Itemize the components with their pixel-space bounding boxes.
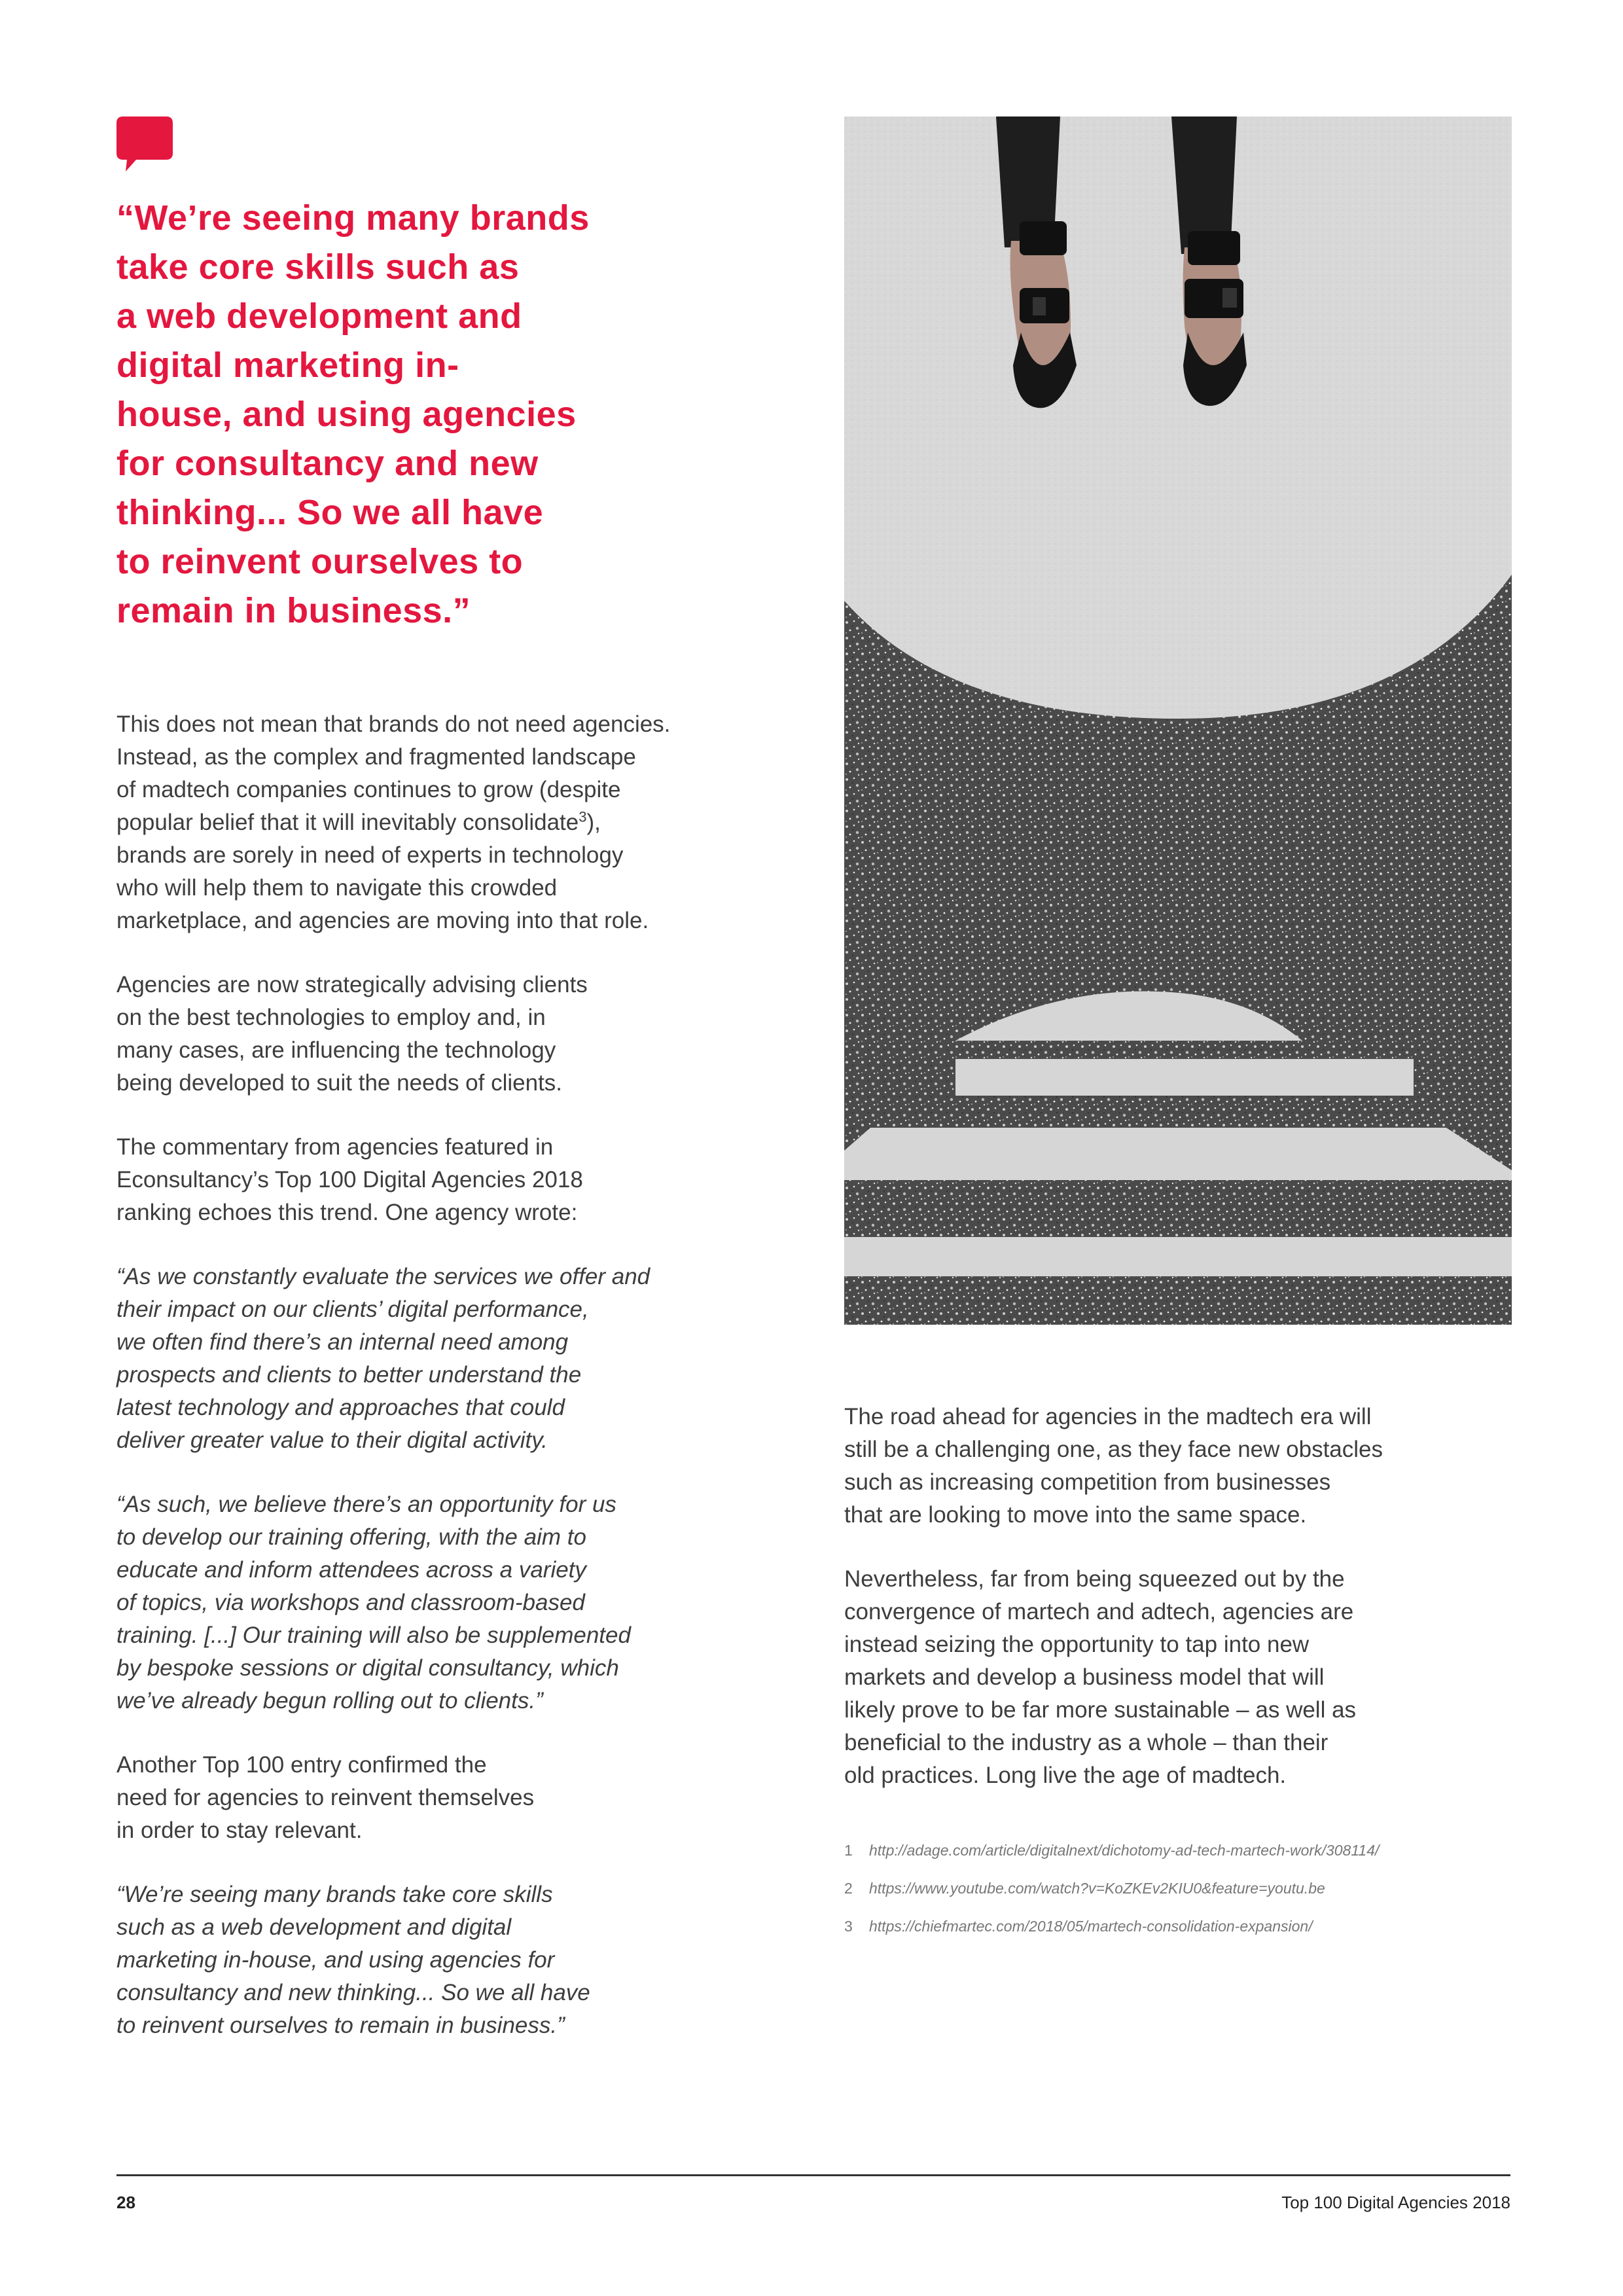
footnote bbox=[844, 1916, 1512, 1936]
photo-illustration bbox=[844, 117, 1512, 1325]
text-line: Agencies are now strategically advising clients bbox=[116, 972, 588, 997]
agency-quote bbox=[116, 1878, 810, 2042]
text-line: Nevertheless, far from being squeezed out by the bbox=[844, 1566, 1345, 1592]
pull-quote bbox=[116, 194, 705, 636]
body-paragraph bbox=[844, 1563, 1512, 1792]
pull-quote-line: “We’re seeing many brands bbox=[116, 198, 590, 238]
text-line: in order to stay relevant. bbox=[116, 1818, 363, 1843]
left-column bbox=[116, 708, 810, 2073]
text-line: consultancy and new thinking... So we all have bbox=[116, 1980, 590, 2005]
text-line: to develop our training offering, with the aim to bbox=[116, 1524, 586, 1550]
text-line: that are looking to move into the same space. bbox=[844, 1502, 1307, 1528]
text-line bbox=[116, 806, 810, 839]
footnotes bbox=[844, 1840, 1512, 1954]
text-line: still be a challenging one, as they face new obstacles bbox=[844, 1437, 1383, 1462]
text-line: by bespoke sessions or digital consultancy, which bbox=[116, 1655, 619, 1681]
painted-stripe bbox=[844, 1128, 1512, 1180]
body-paragraph bbox=[844, 1401, 1512, 1532]
text-line: markets and develop a business model that will bbox=[844, 1664, 1325, 1690]
text-line: ranking echoes this trend. One agency wrote: bbox=[116, 1200, 578, 1225]
text-line: their impact on our clients’ digital performance, bbox=[116, 1297, 589, 1322]
text-line: we often find there’s an internal need among bbox=[116, 1329, 569, 1355]
text-line: beneficial to the industry as a whole – than their bbox=[844, 1730, 1329, 1755]
text-line: deliver greater value to their digital activity. bbox=[116, 1427, 548, 1453]
right-column bbox=[844, 1401, 1512, 1823]
pull-quote-line: a web development and bbox=[116, 296, 522, 336]
text-line: likely prove to be far more sustainable – as well as bbox=[844, 1697, 1357, 1723]
footnote-link[interactable]: https://www.youtube.com/watch?v=KoZKEv2KIU0&feature=youtu.be bbox=[869, 1880, 1325, 1897]
text-line: such as a web development and digital bbox=[116, 1914, 512, 1940]
text-line: This does not mean that brands do not need agencies. bbox=[116, 711, 671, 737]
text-line: of madtech companies continues to grow (despite bbox=[116, 777, 621, 802]
text-line: Another Top 100 entry confirmed the bbox=[116, 1752, 487, 1778]
text-line: marketplace, and agencies are moving into that role. bbox=[116, 908, 649, 933]
text-line: such as increasing competition from businesses bbox=[844, 1469, 1331, 1495]
text-line: Econsultancy’s Top 100 Digital Agencies 2018 bbox=[116, 1167, 583, 1193]
painted-stripe bbox=[955, 1059, 1414, 1096]
text-line: “We’re seeing many brands take core skills bbox=[116, 1882, 553, 1907]
footnote-number: 3 bbox=[844, 1918, 853, 1935]
pull-quote-line: for consultancy and new bbox=[116, 444, 539, 483]
body-paragraph bbox=[116, 1131, 810, 1229]
body-paragraph bbox=[116, 1749, 810, 1847]
pull-quote-line: remain in business.” bbox=[116, 591, 471, 630]
speech-bubble-icon bbox=[116, 117, 173, 173]
publication-title: Top 100 Digital Agencies 2018 bbox=[1281, 2193, 1510, 2212]
text-line: training. [...] Our training will also be supplemented bbox=[116, 1623, 631, 1648]
text-fragment: ), bbox=[586, 810, 601, 835]
text-fragment: popular belief that it will inevitably consolidate bbox=[116, 810, 579, 835]
pull-quote-line: thinking... So we all have bbox=[116, 493, 544, 532]
buckle-icon bbox=[1222, 288, 1237, 308]
pull-quote-line: digital marketing in- bbox=[116, 346, 459, 385]
hero-photo bbox=[844, 117, 1512, 1325]
text-line: many cases, are influencing the technology bbox=[116, 1037, 556, 1063]
pull-quote-line: house, and using agencies bbox=[116, 395, 577, 434]
text-line: who will help them to navigate this crowded bbox=[116, 875, 558, 901]
text-line: marketing in-house, and using agencies for bbox=[116, 1947, 555, 1973]
text-line: of topics, via workshops and classroom-based bbox=[116, 1590, 585, 1615]
text-line: to reinvent ourselves to remain in business.” bbox=[116, 2013, 565, 2038]
text-line: on the best technologies to employ and, in bbox=[116, 1005, 546, 1030]
footnote-link[interactable]: https://chiefmartec.com/2018/05/martech-consolidation-expansion/ bbox=[869, 1918, 1313, 1935]
text-line: instead seizing the opportunity to tap into new bbox=[844, 1632, 1310, 1657]
text-line: Instead, as the complex and fragmented landscape bbox=[116, 744, 636, 770]
agency-quote bbox=[116, 1488, 810, 1717]
footnote-number: 1 bbox=[844, 1842, 853, 1859]
text-line: The road ahead for agencies in the madtech era will bbox=[844, 1404, 1372, 1429]
text-line: need for agencies to reinvent themselves bbox=[116, 1785, 535, 1810]
footnote-ref[interactable]: 3 bbox=[579, 808, 587, 825]
text-line: The commentary from agencies featured in bbox=[116, 1134, 554, 1160]
body-paragraph bbox=[116, 969, 810, 1100]
left-sandal-strap bbox=[1020, 221, 1067, 255]
footnote bbox=[844, 1840, 1512, 1860]
footnote-link[interactable]: http://adage.com/article/digitalnext/dichotomy-ad-tech-martech-work/308114/ bbox=[869, 1842, 1380, 1859]
footnote-number: 2 bbox=[844, 1880, 853, 1897]
body-paragraph bbox=[116, 708, 810, 937]
page-number: 28 bbox=[116, 2193, 135, 2212]
agency-quote bbox=[116, 1261, 810, 1457]
text-line: educate and inform attendees across a variety bbox=[116, 1557, 586, 1583]
painted-stripe bbox=[844, 1237, 1512, 1276]
buckle-icon bbox=[1033, 297, 1046, 315]
text-line: latest technology and approaches that could bbox=[116, 1395, 565, 1420]
footer-divider bbox=[116, 2174, 1510, 2176]
text-line: old practices. Long live the age of madtech. bbox=[844, 1763, 1287, 1788]
right-sandal-strap bbox=[1188, 231, 1240, 265]
text-line: prospects and clients to better understand the bbox=[116, 1362, 582, 1388]
text-line: “As we constantly evaluate the services we offer and bbox=[116, 1264, 651, 1289]
text-line: convergence of martech and adtech, agencies are bbox=[844, 1599, 1354, 1624]
text-line: brands are sorely in need of experts in technology bbox=[116, 842, 624, 868]
text-line: “As such, we believe there’s an opportunity for us bbox=[116, 1492, 616, 1517]
footnote bbox=[844, 1878, 1512, 1898]
text-line: being developed to suit the needs of clients. bbox=[116, 1070, 563, 1096]
pull-quote-line: take core skills such as bbox=[116, 247, 520, 287]
text-line: we’ve already begun rolling out to clients.” bbox=[116, 1688, 543, 1713]
pull-quote-line: to reinvent ourselves to bbox=[116, 542, 524, 581]
